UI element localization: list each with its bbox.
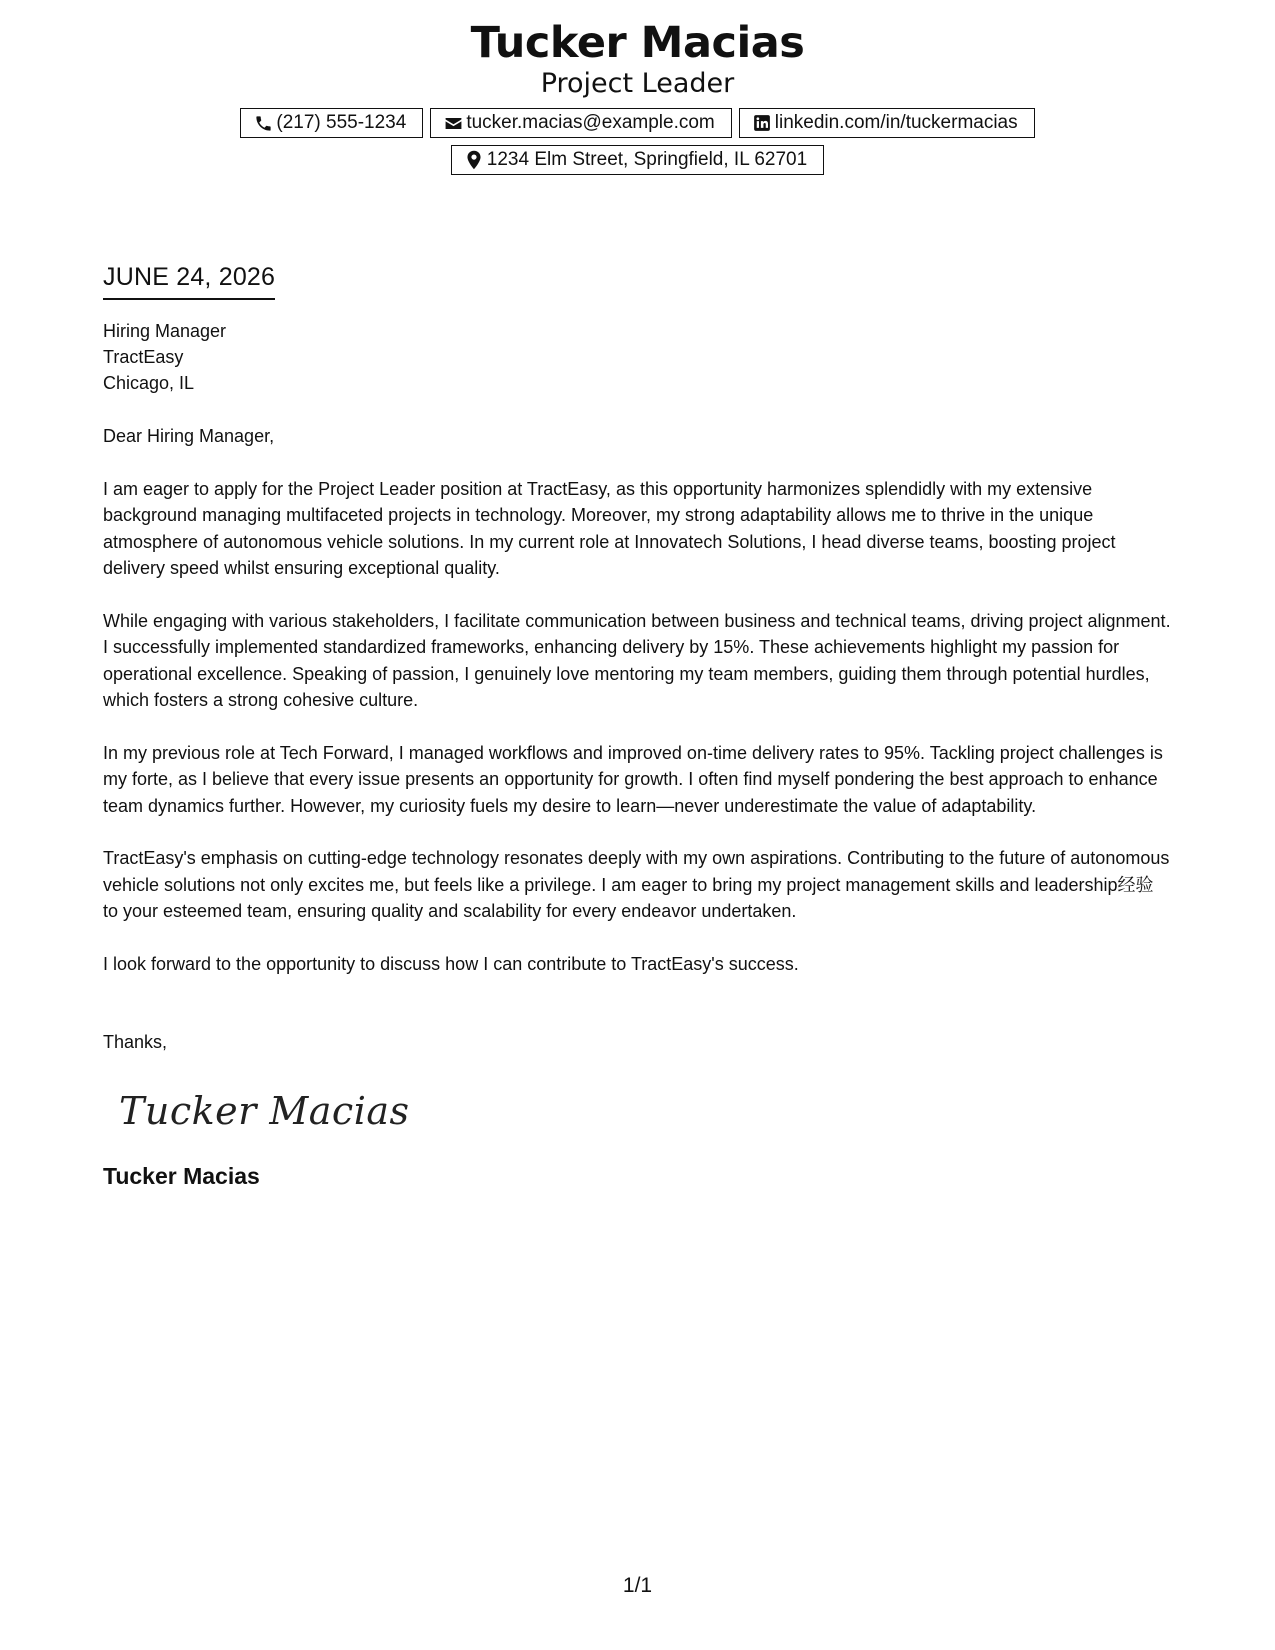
linkedin-icon: [752, 113, 772, 133]
body-paragraph: In my previous role at Tech Forward, I managed workflows and improved on-time delivery rates to 95%. Tackling project challenges is my forte, as I believe that every issue presents an opportunity for growth. I often find myself pondering the best approach to enhance team dynamics further. However, my curiosity fuels my desire to learn—never underestimate the value of adaptability.: [103, 742, 1163, 816]
address-text: 1234 Elm Street, Springfield, IL 62701: [486, 149, 808, 170]
applicant-name: Tucker Macias: [470, 18, 805, 68]
applicant-title: Project Leader: [540, 68, 735, 99]
email-text: tucker.macias@example.com: [466, 112, 715, 133]
body-paragraph: I am eager to apply for the Project Leader position at TractEasy, as this opportunity harmonizes splendidly with my extensive background managing multifaceted projects in technology. Moreover, my strong adaptability allows me to thrive in the unique atmosphere of autonomous vehicle solutions. In my current role at Innovatech Solutions, I head diverse teams, boosting project delivery speed whilst ensuring exceptional quality.: [103, 478, 1116, 578]
contact-row: [0, 108, 1275, 138]
closing: Thanks,: [103, 1032, 168, 1052]
linkedin-link[interactable]: [739, 108, 1035, 138]
phone-link[interactable]: [240, 108, 423, 138]
address-link[interactable]: [451, 145, 824, 175]
letter-body: [103, 262, 1173, 1190]
handwritten-signature: [117, 1082, 1173, 1140]
recipient-line: Hiring Manager: [103, 321, 227, 341]
phone-text: (217) 555-1234: [276, 112, 407, 133]
email-link[interactable]: [430, 108, 731, 138]
page-number: 1/1: [622, 1574, 653, 1597]
recipient-company: TractEasy: [103, 347, 184, 367]
address-row: [0, 145, 1275, 175]
letter-date: JUNE 24, 2026: [103, 262, 275, 300]
body-paragraph: TractEasy's emphasis on cutting-edge technology resonates deeply with my own aspirations. Contributing to the future of autonomous vehicle solutions not only excites me, but feels like a privilege. I am eager to bring my project management skills and leadership经验 to your esteemed team, ensuring quality and scalability for every endeavor undertaken.: [103, 848, 1170, 921]
signer-name: Tucker Macias: [103, 1162, 260, 1189]
body-paragraph: I look forward to the opportunity to discuss how I can contribute to TractEasy's success.: [103, 953, 799, 974]
recipient-block: [103, 318, 1173, 396]
body-paragraph: While engaging with various stakeholders, I facilitate communication between business and technical teams, driving project alignment. I successfully implemented standardized frameworks, enhancing delivery by 15%. These achievements highlight my passion for operational excellence. Speaking of passion, I genuinely love mentoring my team members, guiding them through potential hurdles, which fosters a strong cohesive culture.: [103, 610, 1171, 710]
map-pin-icon: [464, 150, 484, 170]
recipient-location: Chicago, IL: [103, 373, 195, 393]
phone-icon: [253, 113, 273, 133]
linkedin-text: linkedin.com/in/tuckermacias: [774, 112, 1018, 133]
envelope-icon: [443, 113, 463, 133]
letter-header: [0, 18, 1275, 175]
signature-text: Tucker Macias: [119, 1088, 410, 1133]
salutation: Dear Hiring Manager,: [103, 426, 275, 446]
